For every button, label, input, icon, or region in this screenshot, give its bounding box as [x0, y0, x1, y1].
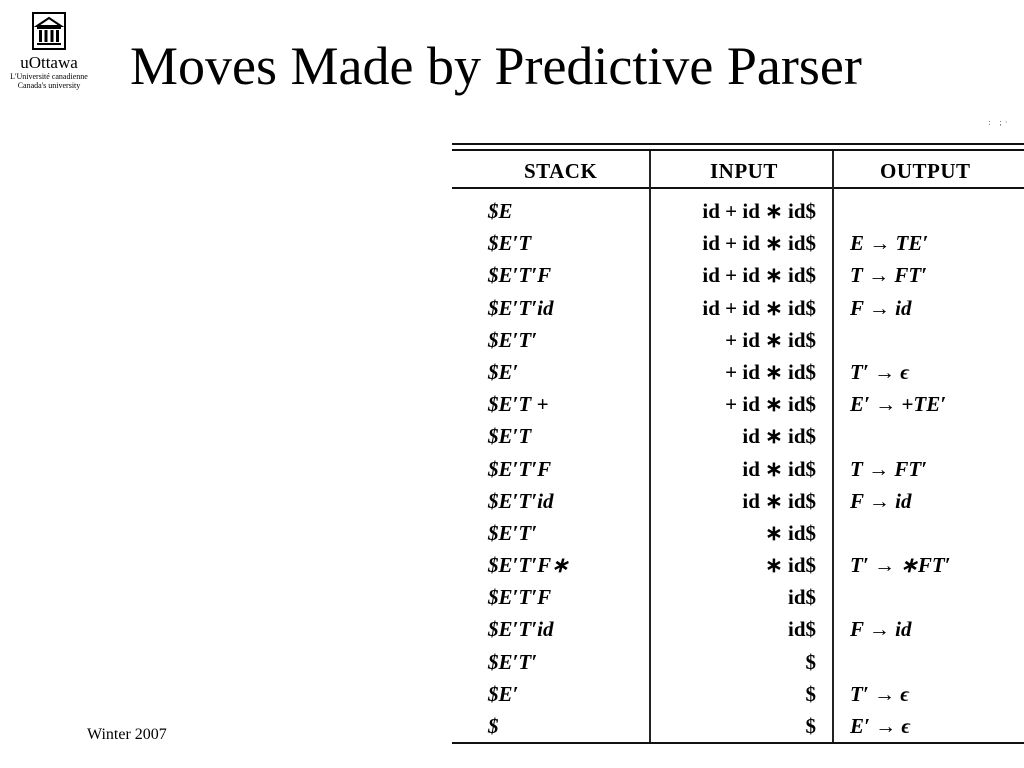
output-cell: T′ → ϵ	[850, 359, 910, 384]
stack-cell: $E′T′F	[488, 263, 552, 288]
header-stack: STACK	[524, 159, 598, 183]
input-cell: id$	[787, 617, 816, 642]
output-cell: E′ → ϵ	[850, 714, 911, 738]
stack-cell: $E′T′id	[488, 488, 554, 513]
table-row	[452, 613, 1024, 645]
slide-title: Moves Made by Predictive Parser	[130, 36, 862, 96]
input-cell: id + id ∗ id$	[702, 231, 816, 256]
header-output: OUTPUT	[880, 159, 971, 183]
input-cell: id + id ∗ id$	[702, 199, 816, 223]
input-cell: id + id ∗ id$	[702, 295, 816, 320]
stack-cell: $E	[488, 199, 513, 223]
stack-cell: $E′T′	[488, 649, 538, 674]
input-cell: + id ∗ id$	[725, 392, 816, 417]
stack-cell: $E′T +	[488, 392, 549, 417]
stack-cell: $E′T	[488, 424, 532, 449]
table-top-rule-2	[452, 149, 1024, 151]
table-row	[452, 710, 1024, 742]
university-logo	[8, 12, 90, 107]
stack-cell: $E′T	[488, 231, 532, 256]
input-cell: ∗ id$	[765, 520, 816, 545]
stack-cell: $E′T′	[488, 520, 538, 545]
stack-cell: $E′T′F∗	[488, 553, 569, 578]
input-cell: $	[805, 649, 816, 674]
input-cell: id + id ∗ id$	[702, 263, 816, 288]
input-cell: + id ∗ id$	[725, 359, 816, 384]
table-row	[452, 259, 1024, 291]
table-top-rule	[452, 143, 1024, 145]
output-cell: T′ → ϵ	[850, 681, 910, 706]
stack-cell: $E′T′id	[488, 295, 554, 320]
input-cell: id ∗ id$	[742, 424, 816, 449]
header-input: INPUT	[710, 159, 778, 183]
table-bottom-rule	[452, 742, 1024, 744]
stack-cell: $E′T′F	[488, 456, 552, 481]
stack-cell: $E′T′id	[488, 617, 554, 642]
input-cell: $	[805, 681, 816, 706]
table-row	[452, 420, 1024, 452]
logo-tagline-en: Canada's university	[17, 81, 81, 90]
input-cell: id ∗ id$	[742, 456, 816, 481]
table-rows	[452, 195, 1024, 742]
footer-date: Winter 2007	[87, 726, 167, 743]
table-row	[452, 227, 1024, 259]
table-row	[452, 646, 1024, 678]
input-cell: id$	[787, 585, 816, 610]
table-row	[452, 195, 1024, 227]
table-row	[452, 517, 1024, 549]
building-icon	[32, 12, 66, 50]
output-cell: E → TE′	[850, 231, 929, 256]
stack-cell: $E′	[488, 359, 519, 384]
table-row	[452, 485, 1024, 517]
table-row	[452, 453, 1024, 485]
stack-cell: $E′T′	[488, 327, 538, 352]
table-row	[452, 356, 1024, 388]
table-row	[452, 678, 1024, 710]
stack-cell: $E′T′F	[488, 585, 552, 610]
output-cell: T → FT′	[850, 456, 928, 481]
table-row	[452, 324, 1024, 356]
table-header-rule	[452, 187, 1024, 189]
table-row	[452, 581, 1024, 613]
input-cell: $	[805, 714, 816, 738]
output-cell: F → id	[850, 488, 912, 513]
stack-cell: $E′	[488, 681, 519, 706]
table-row	[452, 549, 1024, 581]
table-row	[452, 388, 1024, 420]
output-cell: T′ → ∗FT′	[850, 553, 951, 578]
output-cell: T → FT′	[850, 263, 928, 288]
output-cell: E′ → +TE′	[850, 392, 947, 417]
logo-name: uOttawa	[20, 53, 78, 72]
input-cell: + id ∗ id$	[725, 327, 816, 352]
scan-marks: : ;·	[988, 118, 1011, 127]
table-row	[452, 292, 1024, 324]
logo-tagline-fr: L'Université canadienne	[10, 72, 88, 81]
parse-table	[452, 143, 1024, 745]
input-cell: id ∗ id$	[742, 488, 816, 513]
output-cell: F → id	[850, 295, 912, 320]
stack-cell: $	[488, 714, 499, 738]
output-cell: F → id	[850, 617, 912, 642]
input-cell: ∗ id$	[765, 553, 816, 578]
